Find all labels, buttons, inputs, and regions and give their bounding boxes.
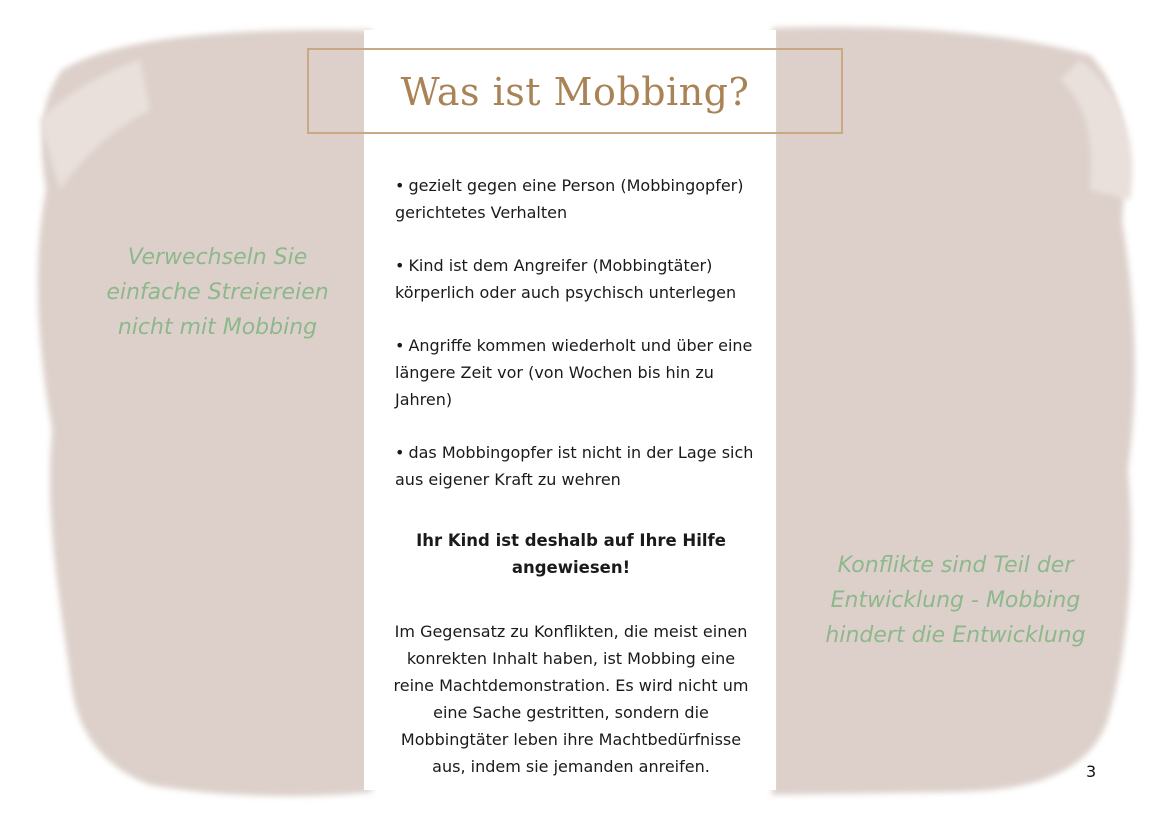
right-quote: Konflikte sind Teil der Entwicklung - Mobbing hindert die Entwicklung: [825, 553, 1086, 648]
left-quote: Verwechseln Sie einfache Streiereien nicht mit Mobbing: [106, 245, 329, 340]
bullet-text: das Mobbingopfer ist nicht in der Lage sich aus eigener Kraft zu wehren: [395, 443, 754, 489]
bullet-text: Kind ist dem Angreifer (Mobbingtäter) körperlich oder auch psychisch unterlegen: [395, 256, 737, 302]
page-number: 3: [1086, 762, 1097, 781]
bullet-dot: •: [395, 336, 405, 355]
bullet-item: [395, 439, 765, 493]
title-frame: [307, 48, 843, 134]
bullet-item: [395, 172, 765, 226]
bullet-text: gezielt gegen eine Person (Mobbingopfer) gerichtetes Verhalten: [395, 176, 744, 222]
bullet-item: [395, 252, 765, 306]
body-paragraph: Im Gegensatz zu Konflikten, die meist einen konrekten Inhalt haben, ist Mobbing eine reine Machtdemonstration. Es wird nicht um eine Sache gestritten, sondern die Mobbingtäter leben ihre Machtbedürfnisse aus, indem sie jemanden anreifen.: [393, 622, 749, 776]
bullet-text: Angriffe kommen wiederholt und über eine längere Zeit vor (von Wochen bis hin zu Jahren): [395, 336, 753, 409]
page-title: Was ist Mobbing?: [400, 70, 750, 114]
right-brush-shape: [772, 27, 1135, 795]
bullet-dot: •: [395, 443, 405, 462]
bullet-item: [395, 332, 765, 413]
bullet-list: [395, 172, 765, 519]
emphasis-statement: Ihr Kind ist deshalb auf Ihre Hilfe angewiesen!: [416, 531, 726, 577]
bullet-dot: •: [395, 256, 405, 275]
bullet-dot: •: [395, 176, 405, 195]
